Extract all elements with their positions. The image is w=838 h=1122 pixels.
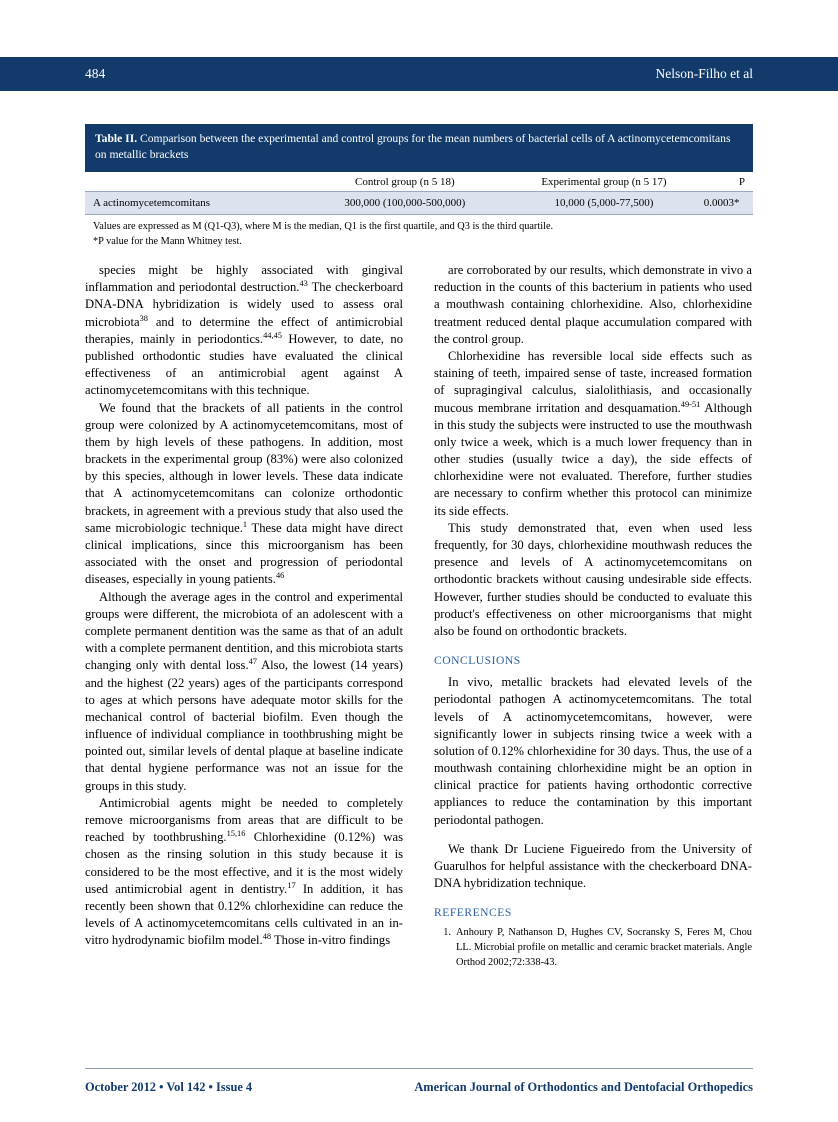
- paragraph: In vivo, metallic brackets had elevated levels of the periodontal pathogen A actinomycetemcomitans. The total levels of A actinomycetemcomitans, however, were significantly lower in subjects rinsing twice a week with a solution of 0.12% chlorhexidine for 30 days. Thus, the use of a mouthwash containing chlorhexidine might be an option in clinical practice for patients having orthodontic corrective appliances to reduce the contamination by this important periodontal pathogen.: [434, 675, 752, 827]
- footer-journal-title: American Journal of Orthodontics and Dentofacial Orthopedics: [414, 1080, 753, 1094]
- paragraph: are corroborated by our results, which demonstrate in vivo a reduction in the counts of this bacterium in patients who used a mouthwash containing chlorhexidine. Also, chlorhexidine treatment reduced dental plaque accumulation compared with the control group.: [434, 263, 752, 346]
- reference-number: 1.: [443, 927, 451, 939]
- paragraph: Although the average ages in the control and experimental groups were different, the microbiota of an adolescent with a complete permanent dentition was the same as that of an adult with a complete permanent dentition, and this microbiota starts changing only with dental loss.$^{47}$ Also, the lowest (14 years) and the highest (22 years) ages of the participants correspond to ages at which persons have adequate motor skills for the mechanical control of bacterial biofilm. Even though the influence of individual compliance in toothbrushing might be pointed out, similar levels of dental plaque at baseline indicate that dental hygiene performance was not an issue for the groups in this study.: [85, 589, 403, 793]
- section-heading-conclusions: CONCLUSIONS: [434, 654, 521, 668]
- page-bottom-margin: [0, 1104, 838, 1122]
- table-header-cell-p: P: [738, 175, 745, 188]
- paragraph: species might be highly associated with gingival inflammation and periodontal destruction.$^{43}$ The checkerboard DNA-DNA hybridization is widely used to assess oral microbiota$^{38}$ and to determine the effect of antimicrobial therapies, mainly in periodontics.$^{44,45}$ However, to date, no published orthodontic studies have evaluated the clinical effectiveness of an antimicrobial agent against A actinomycetemcomitans with this technique.: [85, 263, 403, 398]
- table-header-row: [85, 172, 753, 192]
- paragraph-acknowledgment: We thank Dr Luciene Figueiredo from the University of Guarulhos for helpful assistance with the checkerboard DNA-DNA hybridization technique.: [434, 841, 752, 891]
- table-cell-organism: A actinomycetemcomitans: [93, 196, 210, 209]
- reference-list: [434, 926, 752, 970]
- table-ii: [85, 124, 753, 256]
- table-header-cell-0: [85, 176, 300, 188]
- footer-issue: October 2012 • Vol 142 • Issue 4: [85, 1080, 253, 1094]
- page-number: 484: [85, 66, 106, 81]
- footer-divider: [85, 1068, 753, 1069]
- table-caption: [85, 124, 753, 172]
- table-footnote-2: *P value for the Mann Whitney test.: [93, 235, 242, 247]
- page-top-margin: [0, 0, 838, 57]
- table-footnote-1: Values are expressed as M (Q1-Q3), where M is the median, Q1 is the first quartile, and Q3 is the third quartile.: [93, 220, 554, 232]
- paragraph: We found that the brackets of all patients in the control group were colonized by A actinomycetemcomitans, most of them by high levels of these pathogens. In addition, most brackets in the experimental group (83%) were also colonized by this species, although in lower levels. These data indicate that A actinomycetemcomitans can colonize orthodontic brackets, in agreement with a previous study that also used the same microbiologic technique.$^1$ These data might have direct clinical implications, since this microorganism has been associated with the onset and progression of periodontal diseases, especially in young patients.$^{46}$: [85, 400, 403, 587]
- table-row: [85, 192, 753, 214]
- body-column-left: [85, 262, 403, 950]
- body-column-right: [434, 262, 752, 970]
- table-cell-experimental: 10,000 (5,000-77,500): [554, 196, 654, 209]
- table-cell-p: 0.0003*: [703, 196, 740, 209]
- table-header-cell-control: Control group (n 5 18): [355, 175, 455, 188]
- paragraph: Chlorhexidine has reversible local side effects such as staining of teeth, impaired sense of taste, increased formation of supragingival calculus, sialolithiasis, and occasionally mucous membrane irritation and desquamation.$^{49-51}$ Although in this study the subjects were instructed to use the mouthwash only twice a week, which is a much lower frequency than in other studies (usually twice a day), the side effects of chlorhexidine were not evaluated. Therefore, further studies are necessary to confirm whether this protocol can minimize its side effects.: [434, 348, 753, 518]
- paragraph: This study demonstrated that, even when used less frequently, for 30 days, chlorhexidine mouthwash reduces the presence and levels of A actinomycetemcomitans on orthodontic brackets without causing undesirable side effects. However, further studies should be conducted to evaluate this product's effectiveness on other microorganisms that might also be found on orthodontic brackets.: [434, 520, 752, 638]
- table-footnotes: [85, 214, 753, 256]
- table-cell-control: 300,000 (100,000-500,000): [344, 196, 466, 209]
- table-caption-label: Table II.: [95, 132, 138, 145]
- table-caption-text: Comparison between the experimental and control groups for the mean numbers of bacterial cells of A actinomycetemcomitans on metallic brackets: [95, 132, 731, 162]
- table-header-cell-experimental: Experimental group (n 5 17): [541, 175, 667, 188]
- paragraph: Antimicrobial agents might be needed to completely remove microorganisms from areas that are difficult to be reached by toothbrushing.$^{15,16}$ Chlorhexidine (0.12%) was chosen as the rinsing solution in this study because it is considered to be the most effective, and it is the most widely used antimicrobial agent in dentistry.$^{17}$ In addition, it has recently been shown that 0.12% chlorhexidine can reduce the levels of A actinomycetemcomitans cells cultivated in an in-vitro hydrodynamic biofilm model.$^{48}$ Those in-vitro findings: [85, 795, 404, 948]
- section-heading-references: REFERENCES: [434, 906, 512, 920]
- reference-text: Anhoury P, Nathanson D, Hughes CV, Socransky S, Feres M, Chou LL. Microbial profile on metallic and ceramic bracket materials. Angle Orthod 2002;72:338-43.: [456, 927, 752, 968]
- running-head-authors: Nelson-Filho et al: [655, 66, 753, 81]
- list-item: [434, 926, 752, 970]
